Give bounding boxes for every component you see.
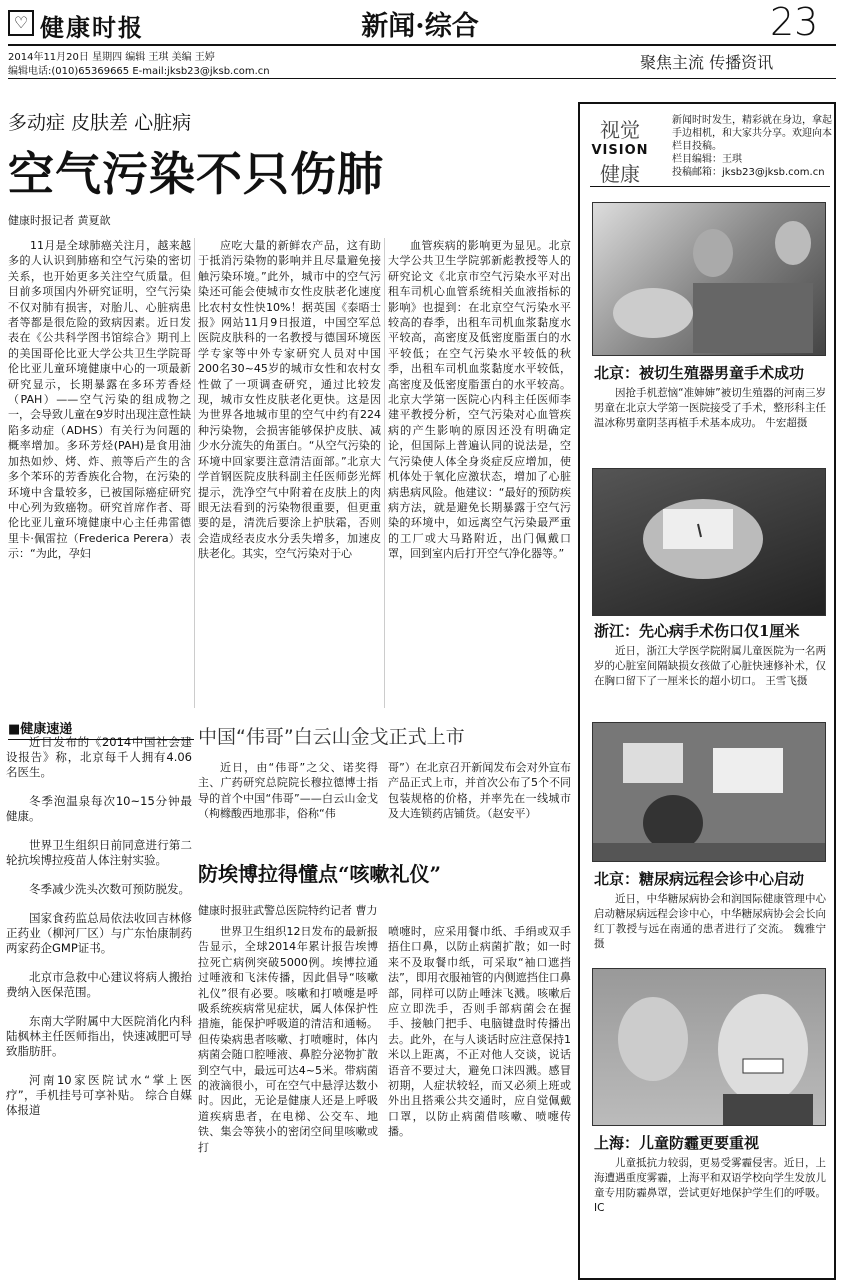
masthead	[0, 0, 844, 82]
lead-column-3	[388, 238, 571, 706]
logo-icon: ♡	[8, 10, 34, 36]
list-item: 河南10家医院试水“掌上医疗”，手机挂号可享补贴。 综合自媒体报道	[6, 1073, 192, 1117]
story2-headline: 中国“伟哥”白云山金戈正式上市	[198, 726, 465, 748]
article-text: 世界卫生组织12日发布的最新报告显示，全球2014年累计报告埃博拉死亡病例突破5000例。埃博拉通过唾液和飞沫传播，因此倡导“咳嗽礼仪”很有必要。咳嗽和打喷嚏是呼吸系统疾病常见症状，属人体保护性措施，能保护呼吸道的清洁和通畅。但传染病患者咳嗽、打喷嚏时，体内病菌会随口腔唾液、鼻腔分泌物扩散到空气中，最远可达4~5米。带病菌的液滴很小，可在空气中悬浮达数小时。因此，无论是健康人还是上呼吸道疾病患者，在电梯、公交车、地铁、集会等狭小的密闭空间里咳嗽或打	[198, 925, 378, 1154]
story2-column-1	[198, 760, 378, 852]
photo-children-masks	[592, 968, 826, 1126]
story3-headline: 防埃博拉得懂点“咳嗽礼仪”	[198, 862, 442, 886]
article-text: 近日，由“伟哥”之父、诺奖得主、广药研究总院院长穆拉德博士指导的首个中国“伟哥”——白云山金戈（枸橼酸西地那非，俗称“伟	[198, 761, 378, 821]
vision-intro	[672, 114, 832, 179]
list-item: 国家食药监总局依法收回吉林修正药业（柳河厂区）与广东怡康制药两家药企GMP证书。	[6, 911, 192, 955]
photo-remote-consultation	[592, 722, 826, 862]
divider	[8, 78, 836, 79]
lead-headline: 空气污染不只伤肺	[8, 147, 384, 201]
photo-title: 北京：被切生殖器男童手术成功	[594, 364, 805, 382]
article-text: 应吃大量的新鲜农产品，这有助于抵消污染物的影响并且尽量避免接触污染环境。”此外，城市中的空气污染还可能会使城市女性皮肤老化速度比农村女性快10%！据英国《泰晤士报》网站11月9日报道，中国空军总医院皮肤科的一名教授与德国环境医学专家等中外专家研究人员对中国200名30~45岁的城市女性和农村女性做了一项调查研究，通过比较发现，城市女性皮肤老化更快。这是因为世界各地城市里的空气中约有224种污染物，会损害能够保护皮肤、减少水分流失的角蛋白。“从空气污染的环境中回家要注意清洁面部。”北京大学首钢医院皮肤科副主任医师彭光辉提示，洗净空气中附着在皮肤上的肉眼无法看到的污染物很重要，但更重要的是，清洗后要涂上护肤霜，否则会造成经表皮水分丢失增多，加速皮肤老化。其实，空气污染对于心	[198, 239, 381, 561]
list-item: 东南大学附属中大医院消化内科陆枫林主任医师指出，快速减肥可导致脂肪肝。	[6, 1014, 192, 1058]
column-rule	[194, 238, 195, 708]
photo-surgery-team	[592, 202, 826, 356]
lead-column-2	[198, 238, 381, 706]
column-rule	[384, 238, 385, 708]
photo-title: 上海：儿童防霾更要重视	[594, 1134, 760, 1152]
photo-caption: 近日，浙江大学医学院附属儿童医院为一名两岁的心脏室间隔缺损女孩做了心脏快速修补术，仅在胸口留下了一厘米长的超小切口。 王雪飞摄	[594, 645, 826, 687]
intro-text: 新闻时时发生，精彩就在身边，拿起手边相机，和大家共分享。欢迎向本栏目投稿。	[672, 115, 832, 152]
date-editor-line: 2014年11月20日 星期四 编辑 王琪 美编 王婷	[8, 52, 215, 63]
story2-column-2	[388, 760, 571, 852]
vision-title-en: VISION	[591, 143, 649, 158]
article-text: 血管疾病的影响更为显见。北京大学公共卫生学院郭新彪教授等人的研究论文《北京市空气污染水平对出租车司机心血管系统相关血液指标的影响》也提到：在北京空气污染水平较高的春季，出租车司机血浆黏度水平较高，高密度及低密度脂蛋白的水平较低；在空气污染水平较低的秋季，出租车司机血浆黏度水平较低，高密度及低密度脂蛋白的水平较高。北京大学第一医院心内科主任医师李建平教授分析，空气污染对心血管疾病的产生影响的原因还没有明确定论，但国际上普遍认同的说法是，空气污染使人体全身炎症反应增加，使机体处于氧化应激状态，增加了心脏病患病风险。他建议：“最好的预防疾病方法，就是避免长期暴露于空气污染的环境中，如远离空气污染最严重的工厂或大马路附近，出门佩戴口罩，回到室内后打开空气净化器等。”	[388, 239, 571, 561]
article-text: 11月是全球肺癌关注月，越来越多的人认识到肺癌和空气污染的密切关系，也开始更多关注空气质量。但目前多项国内外研究证明，空气污染不仅对肺有损害，对胎儿、心脏病患者等都是很危险的致病因素。近日发表在《公共科学图书馆综合》期刊上的美国哥伦比亚大学公共卫生学院哥伦比亚儿童环境健康中心的一项最新研究显示，长期暴露在多环芳香烃（PAH）——空气污染的组成物之一，会导致儿童在9岁时出现注意性缺陷多动症（ADHS）有关行为问题的概率增加。多环芳烃(PAH)是食用油加热如炒、烤、炸、煎等后产生的含多个苯环的芳香族化合物，在污染的环境中含量较多，已被国际癌症研究中心列为致癌物。研究首席作者、哥伦比亚儿童环境健康中心主任弗雷德里卡·佩雷拉（Frederica Perera）表示：“为此，孕妇	[8, 239, 191, 561]
photo-caption: 近日，中华糖尿病协会和润国际健康管理中心启动糖尿病远程会诊中心，中华糖尿病协会会长向红丁教授与远在南通的患者进行了交流。 魏雅宁摄	[594, 893, 826, 950]
list-item: 冬季泡温泉每次10~15分钟最健康。	[6, 794, 192, 823]
vision-title	[590, 114, 650, 187]
lead-column-1	[8, 238, 191, 706]
page-number: 23	[770, 0, 819, 44]
email-line: 投稿邮箱：jksb23@jksb.com.cn	[672, 167, 825, 178]
photo-title: 北京：糖尿病远程会诊中心启动	[594, 870, 805, 888]
contact-line: 编辑电话:(010)65369665 E-mail:jksb23@jksb.com.cn	[8, 66, 270, 77]
story3-byline: 健康时报驻武警总医院特约记者 曹力	[198, 904, 378, 917]
editor-line: 栏目编辑：王琪	[672, 154, 742, 165]
vision-title-top: 视觉	[600, 118, 640, 142]
lead-byline: 健康时报记者 黄夏歆	[8, 214, 111, 227]
photo-title: 浙江：先心病手术伤口仅1厘米	[594, 622, 800, 640]
list-item: 北京市急救中心建议将病人搬抬费纳入医保范围。	[6, 970, 192, 999]
list-item: 冬季减少洗头次数可预防脱发。	[29, 882, 190, 896]
section-title: 新闻·综合	[361, 11, 479, 42]
article-text: 哥”）在北京召开新闻发布会对外宣布产品正式上市，并首次公布了5个不同包装规格的价格，并率先在一线城市及大连锁药店铺货。（赵安平）	[388, 761, 571, 821]
list-item: 近日发布的《2014中国社会建设报告》称，北京每千人拥有4.06名医生。	[6, 735, 192, 779]
photo-chest-incision	[592, 468, 826, 616]
story3-column-1	[198, 924, 378, 1274]
photo-caption: 因抢手机惹恼“准婶婶”被切生殖器的河南三岁男童在北京大学第一医院接受了手术，整形科主任温冰称男童阴茎再植手术基本成功。 牛宏超摄	[594, 387, 826, 429]
divider	[590, 186, 830, 187]
story3-column-2	[388, 924, 571, 1274]
list-item: 世界卫生组织日前同意进行第二轮抗埃博拉疫苗人体注射实验。	[6, 838, 192, 867]
vision-title-bottom: 健康	[600, 162, 640, 186]
logo: 健康时报	[40, 13, 144, 42]
photo-caption: 儿童抵抗力较弱，更易受雾霾侵害。近日，上海遭遇重度雾霾，上海平和双语学校向学生发放儿童专用防霾鼻罩，尝试更好地保护学生们的呼吸。IC	[594, 1157, 826, 1214]
divider	[8, 44, 836, 46]
lead-kicker: 多动症 皮肤差 心脏病	[8, 112, 192, 134]
slogan: 聚焦主流 传播资讯	[640, 53, 774, 72]
briefs-heading: ■健康速递	[8, 718, 194, 740]
briefs-list	[6, 735, 192, 1275]
article-text: 喷嚏时，应采用餐巾纸、手绢或双手捂住口鼻，以防止病菌扩散；如一时来不及取餐巾纸，可采取“袖口遮挡法”，即用衣服袖管的内侧遮挡住口鼻部，同样可以防止唾沫飞溅。咳嗽后应立即洗手，否则手部病菌会在握手、接触门把手、电脑键盘时传播出去。此外，在与人谈话时应注意保持1米以上距离，不正对他人交谈，说话语音不要过大，避免口沫四溅。感冒初期，人症状较轻，而又必须上班或外出且搭乘公共交通时，应自觉佩戴口罩，以防止病菌借咳嗽、喷嚏传播。	[388, 925, 571, 1139]
